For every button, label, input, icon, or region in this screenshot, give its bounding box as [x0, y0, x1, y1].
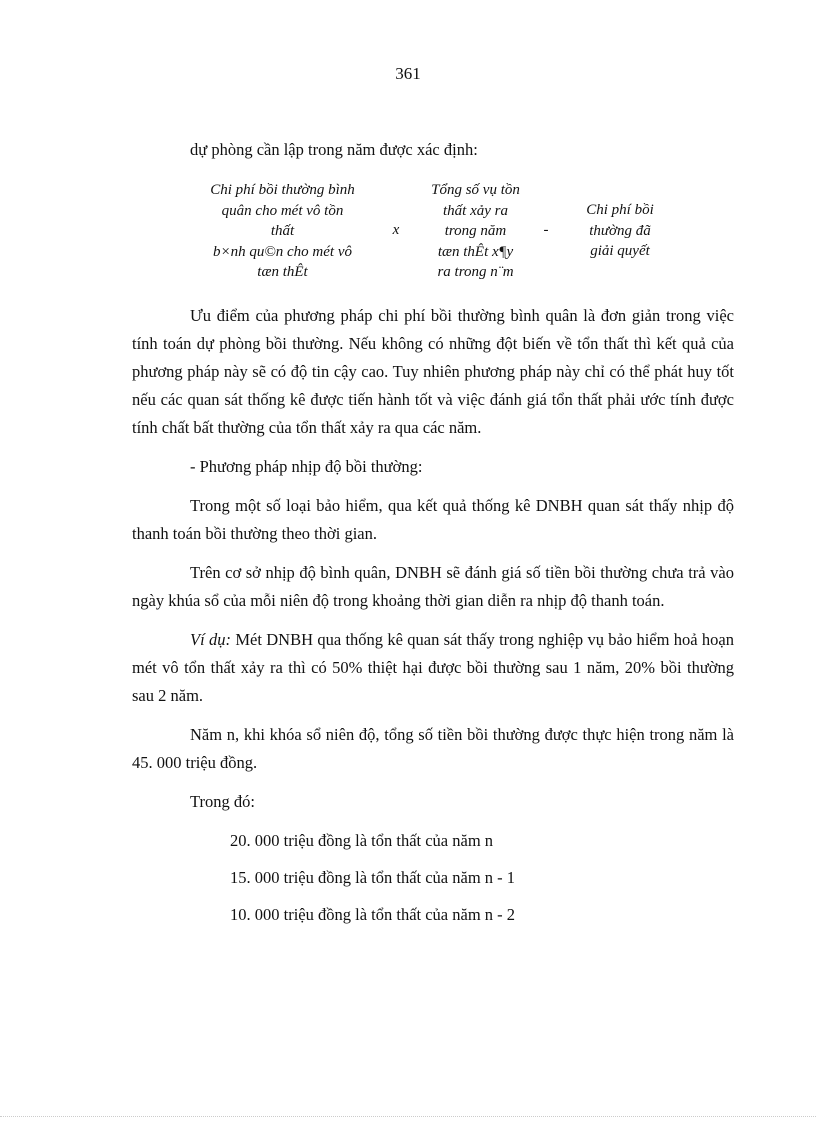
formula-line: ra trong n¨m	[437, 264, 514, 280]
formula-line: trong năm	[444, 223, 507, 239]
paragraph-of-which: Trong đó:	[190, 792, 255, 811]
list-item: 20. 000 triệu đồng là tổn thất của năm n	[230, 831, 494, 850]
list-item: 10. 000 triệu đồng là tổn thất của năm n - 2	[230, 905, 516, 924]
formula-term-average-cost	[190, 180, 375, 283]
formula-line: Tổng số vụ tồn	[431, 182, 520, 198]
paragraph-statistics: Trong một số loại bảo hiểm, qua kết quả thống kê DNBH quan sát thấy nhịp độ thanh toán bồi thường theo thời gian.	[132, 496, 734, 543]
paragraph-year-n: Năm n, khi khóa sổ niên độ, tổng số tiền bồi thường được thực hiện trong năm là 45. 000 triệu đồng.	[132, 725, 734, 772]
formula-line: giải quyết	[590, 243, 650, 259]
formula-line: thất	[270, 223, 295, 239]
formula-term-claim-count	[408, 180, 543, 283]
formula-operator-times: x	[392, 222, 400, 238]
page-number: 361	[395, 64, 421, 83]
list-item: 15. 000 triệu đồng là tổn thất của năm n - 1	[230, 868, 516, 887]
formula-line: Chi phí bồi	[586, 202, 654, 218]
formula-line: Chi phí bồi thường bình	[210, 182, 355, 198]
formula-line: quân cho mét vô tồn	[221, 202, 344, 219]
body-text	[132, 302, 734, 938]
example-text: Mét DNBH qua thống kê quan sát thấy trong nghiệp vụ bảo hiểm hoả hoạn mét vô tổn thất xảy ra thì có 50% thiệt hại được bồi thường sau 1 năm, 20% bồi thường sau 2 năm.	[132, 630, 734, 705]
example-label: Ví dụ:	[190, 630, 231, 649]
formula-operator-minus: -	[543, 222, 549, 238]
footer-divider	[0, 1116, 816, 1117]
paragraph-method-heading: - Phương pháp nhịp độ bồi thường:	[190, 457, 423, 476]
formula-line: b×nh qu©n cho mét vô	[213, 243, 352, 260]
paragraph-example	[132, 626, 734, 710]
paragraph-advantages: Ưu điểm của phương pháp chi phí bồi thường bình quân là đơn giản trong việc tính toán dự phòng bồi thường. Nếu không có những đột biến về tổn thất thì kết quả của phương pháp này sẽ có độ tin cậy cao. Tuy nhiên phương pháp này chỉ có thể phát huy tốt nếu các quan sát thống kê được tiến hành tốt và việc đánh giá tổn thất phải ước tính được tính chất bất thường của tổn thất xảy ra qua các năm.	[132, 306, 734, 437]
formula-line: tæn thÊt	[257, 264, 308, 280]
formula-line: tæn thÊt x¶y	[437, 243, 514, 260]
formula-line: thất xảy ra	[443, 202, 508, 219]
intro-line: dự phòng cần lập trong năm được xác định:	[190, 140, 478, 159]
formula-line: thường đã	[589, 222, 651, 239]
formula-term-settled-cost	[565, 200, 675, 262]
paragraph-average-rate: Trên cơ sở nhịp độ bình quân, DNBH sẽ đánh giá số tiền bồi thường chưa trả vào ngày khúa sổ của mỗi niên độ trong khoảng thời gian diễn ra nhịp độ thanh toán.	[132, 563, 734, 610]
